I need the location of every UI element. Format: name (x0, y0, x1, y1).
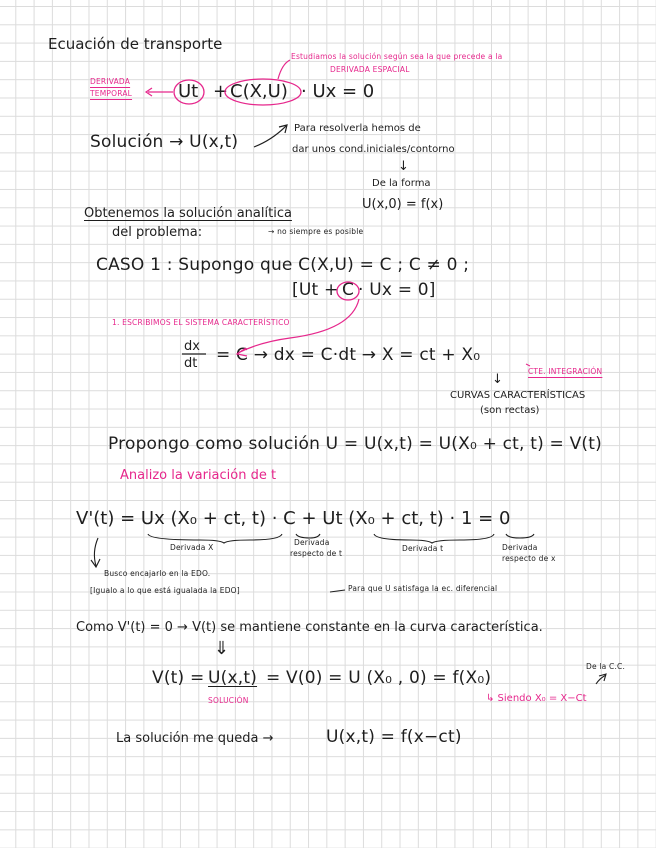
implies-arrow: ⇓ (214, 638, 230, 659)
spatial-derivative-note: Estudiamos la solución según sea la que precede a la (291, 52, 503, 61)
vprime-down-arrow (94, 538, 98, 566)
conditions-note: Para resolverla hemos de (294, 123, 421, 134)
brace-ux (148, 534, 282, 543)
spatial-derivative-note-2: DERIVADA ESPACIAL (330, 65, 410, 74)
proposed-solution: Propongo como solución U = U(x,t) = U(X₀ + ct, t) = V(t) (108, 434, 602, 454)
vt-eq-left: V(t) = (152, 668, 205, 688)
form-label: De la forma (372, 178, 431, 189)
x0-pink-link (526, 364, 530, 366)
temporal-derivative-label-2: TEMPORAL (90, 89, 133, 98)
dx-numerator: dx (184, 339, 200, 354)
from-cc-note: De la C.C. (586, 662, 626, 671)
chain-rule-eq: V'(t) = Ux (X₀ + ct, t) · C + Ut (X₀ + ct, t) · 1 = 0 (76, 508, 511, 529)
pde-rest: · Ux = 0 (301, 81, 375, 102)
label-derivative-c-2: respecto de t (290, 549, 343, 558)
characteristic-curves: CURVAS CARACTERÍSTICAS (450, 390, 586, 401)
constant-along-curve: Como V'(t) = 0 → V(t) se mantiene constante en la curva característica. (76, 620, 543, 635)
integration-constant-note: CTE. INTEGRACIÓN (528, 367, 603, 376)
analytic-solution-text-2: del problema: (112, 225, 203, 240)
vt-eq-right: = V(0) = U (X₀ , 0) = f(X₀) (266, 668, 492, 688)
case-1-line: CASO 1 : Supongo que C(X,U) = C ; C ≠ 0 ; (96, 255, 470, 275)
temporal-derivative-label: DERIVADA (90, 77, 131, 86)
characteristic-eq: = C → dx = C·dt → X = ct + X₀ (216, 345, 481, 365)
pde-plus: + (213, 81, 229, 102)
pde-c: C(X,U) (230, 81, 288, 102)
curves-arrow: ↓ (492, 372, 503, 387)
cc-arrow-head (599, 674, 606, 681)
analyze-variation: Analizo la variación de t (120, 468, 277, 483)
fit-edo-note: Busco encajarlo en la EDO. (104, 569, 211, 578)
spatial-arrow (278, 60, 290, 79)
satisfy-pde-note: Para que U satisfaga la ec. diferencial (348, 584, 498, 593)
solution-curve-arrow (254, 126, 286, 147)
temporal-arrow-head (146, 88, 152, 96)
label-derivative-1: Derivada (502, 543, 538, 552)
case-1-eq-c: C (342, 280, 355, 300)
solution-curve-head (279, 125, 287, 133)
final-solution-eq: U(x,t) = f(x−ct) (326, 727, 462, 747)
not-always-possible-note: → no siempre es posible (268, 227, 364, 236)
label-derivative-t: Derivada t (402, 544, 444, 553)
page-title: Ecuación de transporte (48, 35, 223, 53)
label-derivative-c: Derivada (294, 538, 330, 547)
characteristic-curves-2: (son rectas) (480, 405, 540, 416)
initial-condition-eq: U(x,0) = f(x) (362, 197, 444, 212)
x0-definition: ↳ Siendo X₀ = X−Ct (486, 693, 587, 704)
dt-denominator: dt (184, 356, 198, 371)
label-derivative-x: Derivada X (170, 543, 214, 552)
vprime-down-head (91, 559, 100, 567)
solution-label: Solución → U(x,t) (90, 132, 239, 152)
case-1-eq-open: [Ut + (292, 280, 339, 300)
solution-tag: SOLUCIÓN (208, 696, 249, 705)
conditions-note-2: dar unos cond.iniciales/contorno (292, 144, 455, 155)
analytic-solution-text: Obtenemos la solución analítica (84, 206, 292, 221)
pde-ut: Ut (178, 81, 199, 102)
down-arrow: ↓ (398, 159, 409, 174)
equate-edo-note: [Igualo a lo que está igualada la EDO] (90, 586, 240, 595)
cc-arrow (596, 675, 606, 684)
vt-eq-u: U(x,t) (208, 668, 258, 688)
characteristic-system-label: 1. ESCRIBIMOS EL SISTEMA CARACTERÍSTICO (112, 318, 290, 327)
brace-1 (506, 534, 534, 538)
label-derivative-1-2: respecto de x (502, 554, 556, 563)
final-solution-label: La solución me queda → (116, 731, 274, 746)
brace-ut (374, 534, 494, 543)
satisfy-arrow (330, 590, 345, 592)
case-1-eq-close: · Ux = 0] (358, 280, 436, 300)
